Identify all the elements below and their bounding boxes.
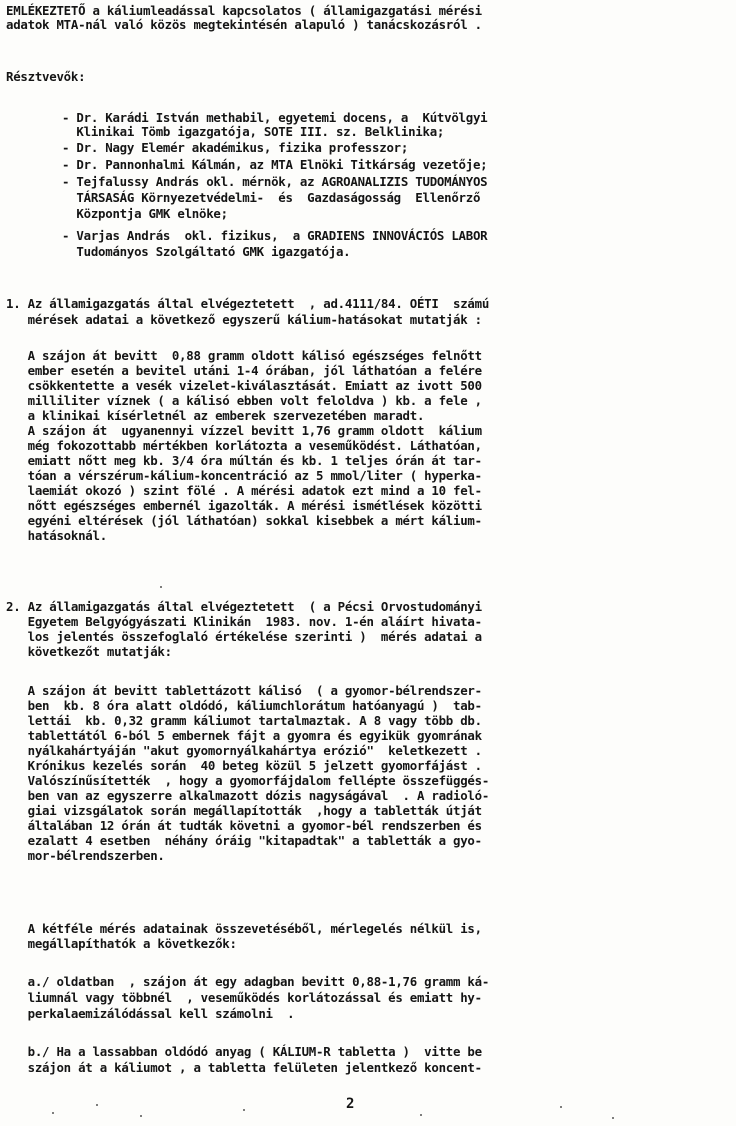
section-2-body-line: általában 12 órán át tudták követni a gyomor-bél rendszerben és xyxy=(6,818,482,833)
section-1-body-line: ember esetén a bevitel utáni 1-4 órában, jól láthatóan a felére xyxy=(6,363,482,378)
section-2-intro: los jelentés összefoglaló értékelése szerinti ) mérés adatai a xyxy=(6,629,482,644)
participant-line: Tudományos Szolgáltató GMK igazgatója. xyxy=(62,244,351,259)
conclusion-b-line: b./ Ha a lassabban oldódó anyag ( KÁLIUM-R tabletta ) vitte be xyxy=(6,1044,482,1059)
section-2-intro: Egyetem Belgyógyászati Klinikán 1983. nov. 1-én aláírt hivata- xyxy=(6,614,482,629)
section-2-body-line: ben van az egyszerre alkalmazott dózis nagyságával . A radioló- xyxy=(6,788,490,803)
conclusion-a-line: a./ oldatban , szájon át egy adagban bevitt 0,88-1,76 gramm ká- xyxy=(6,974,490,989)
scan-speck xyxy=(160,586,162,588)
section-2-body-line: ben kb. 8 óra alatt oldódó, káliumchlorátum hatóanyagú ) tab- xyxy=(6,698,482,713)
section-2-body-line: Valószínűsítették , hogy a gyomorfájdalom fellépte összefüggés- xyxy=(6,773,490,788)
section-1-body-line: A szájon át bevitt 0,88 gramm oldott kálisó egészséges felnőtt xyxy=(6,348,482,363)
conclusion-a-line: perkalaemizálódással kell számolni . xyxy=(6,1006,295,1021)
memo-heading-line: adatok MTA-nál való közös megtekintésén alapuló ) tanácskozásról . xyxy=(6,17,482,32)
scan-speck xyxy=(96,1104,98,1106)
section-1-body-line: milliliter víznek ( a kálisó ebben volt feloldva ) kb. a fele , xyxy=(6,393,482,408)
scan-speck xyxy=(560,1106,562,1108)
section-2-body-line: tablettától 6-ból 5 embernek fájt a gyomra és egyikük gyomrának xyxy=(6,728,482,743)
section-1-body-line: még fokozottabb mértékben korlátozta a veseműködést. Láthatóan, xyxy=(6,438,482,453)
section-1-body-line: laemiát okozó ) szint fölé . A mérési adatok ezt mind a 10 fel- xyxy=(6,483,482,498)
participant-line: TÁRSASÁG Környezetvédelmi- és Gazdaságosság Ellenőrző xyxy=(62,190,481,205)
section-1-body-line: emiatt nőtt meg kb. 3/4 óra múltán és kb. 1 teljes órán át tar- xyxy=(6,453,482,468)
scan-speck xyxy=(52,1112,54,1114)
participant-line: - Tejfalussy András okl. mérnök, az AGROANALIZIS TUDOMÁNYOS xyxy=(62,174,488,189)
section-2-body-line: A szájon át bevitt tablettázott kálisó ( a gyomor-bélrendszer- xyxy=(6,683,482,698)
participant-line: - Dr. Karádi István methabil, egyetemi docens, a Kútvölgyi xyxy=(62,110,488,125)
scan-speck xyxy=(420,1114,422,1116)
section-2-intro: 2. Az államigazgatás által elvégeztetett ( a Pécsi Orvostudományi xyxy=(6,599,482,614)
section-2-body-line: ezalatt 4 esetben néhány óráig "kitapadtak" a tabletták a gyo- xyxy=(6,833,482,848)
conclusion-b-line: szájon át a káliumot , a tabletta felületen jelentkező koncent- xyxy=(6,1060,482,1075)
section-1-intro: 1. Az államigazgatás által elvégeztetett , ad.4111/84. OÉTI számú xyxy=(6,296,490,311)
section-2-body-line: nyálkahártyáján "akut gyomornyálkahártya erózió" keletkezett . xyxy=(6,743,482,758)
participant-line: Központja GMK elnöke; xyxy=(62,206,228,221)
summary-line: megállapíthatók a következők: xyxy=(6,936,237,951)
section-2-body-line: Krónikus kezelés során 40 beteg közül 5 jelzett gyomorfájást . xyxy=(6,758,482,773)
section-1-body-line: csökkentette a vesék vizelet-kiválasztását. Emiatt az ivott 500 xyxy=(6,378,482,393)
summary-line: A kétféle mérés adatainak összevetéséből, mérlegelés nélkül is, xyxy=(6,921,482,936)
section-1-body-line: A szájon át ugyanennyi vízzel bevitt 1,76 gramm oldott kálium xyxy=(6,423,482,438)
scan-speck xyxy=(612,1117,614,1119)
section-1-body-line: nőtt egészséges embernél igazolták. A mérési ismétlések közötti xyxy=(6,498,482,513)
participant-line: - Dr. Pannonhalmi Kálmán, az MTA Elnöki Titkárság vezetője; xyxy=(62,157,488,172)
scan-speck xyxy=(243,1109,245,1111)
conclusion-a-line: liumnál vagy többnél , veseműködés korlátozással és emiatt hy- xyxy=(6,990,482,1005)
page-number: 2 xyxy=(346,1096,355,1112)
scan-speck xyxy=(140,1115,142,1117)
section-2-body-line: mor-bélrendszerben. xyxy=(6,848,165,863)
section-1-body-line: tóan a vérszérum-kálium-koncentráció az 5 mmol/liter ( hyperka- xyxy=(6,468,482,483)
participant-line: Klinikai Tömb igazgatója, SOTE III. sz. Belklinika; xyxy=(62,124,445,139)
section-2-intro: következőt mutatják: xyxy=(6,644,172,659)
section-1-body-line: hatásoknál. xyxy=(6,528,107,543)
section-2-body-line: giai vizsgálatok során megállapították ,hogy a tabletták útját xyxy=(6,803,482,818)
section-1-intro: mérések adatai a következő egyszerű kálium-hatásokat mutatják : xyxy=(6,312,482,327)
section-2-body-line: lettái kb. 0,32 gramm káliumot tartalmaztak. A 8 vagy több db. xyxy=(6,713,482,728)
participant-line: - Varjas András okl. fizikus, a GRADIENS INNOVÁCIÓS LABOR xyxy=(62,228,488,243)
participants-label: Résztvevők: xyxy=(6,69,86,84)
section-1-body-line: a klinikai kísérletnél az emberek szervezetében maradt. xyxy=(6,408,425,423)
memo-heading-line: EMLÉKEZTETŐ a káliumleadással kapcsolatos ( államigazgatási mérési xyxy=(6,3,482,18)
section-1-body-line: egyéni eltérések (jól láthatóan) sokkal kisebbek a mért kálium- xyxy=(6,513,482,528)
participant-line: - Dr. Nagy Elemér akadémikus, fizika professzor; xyxy=(62,140,409,155)
